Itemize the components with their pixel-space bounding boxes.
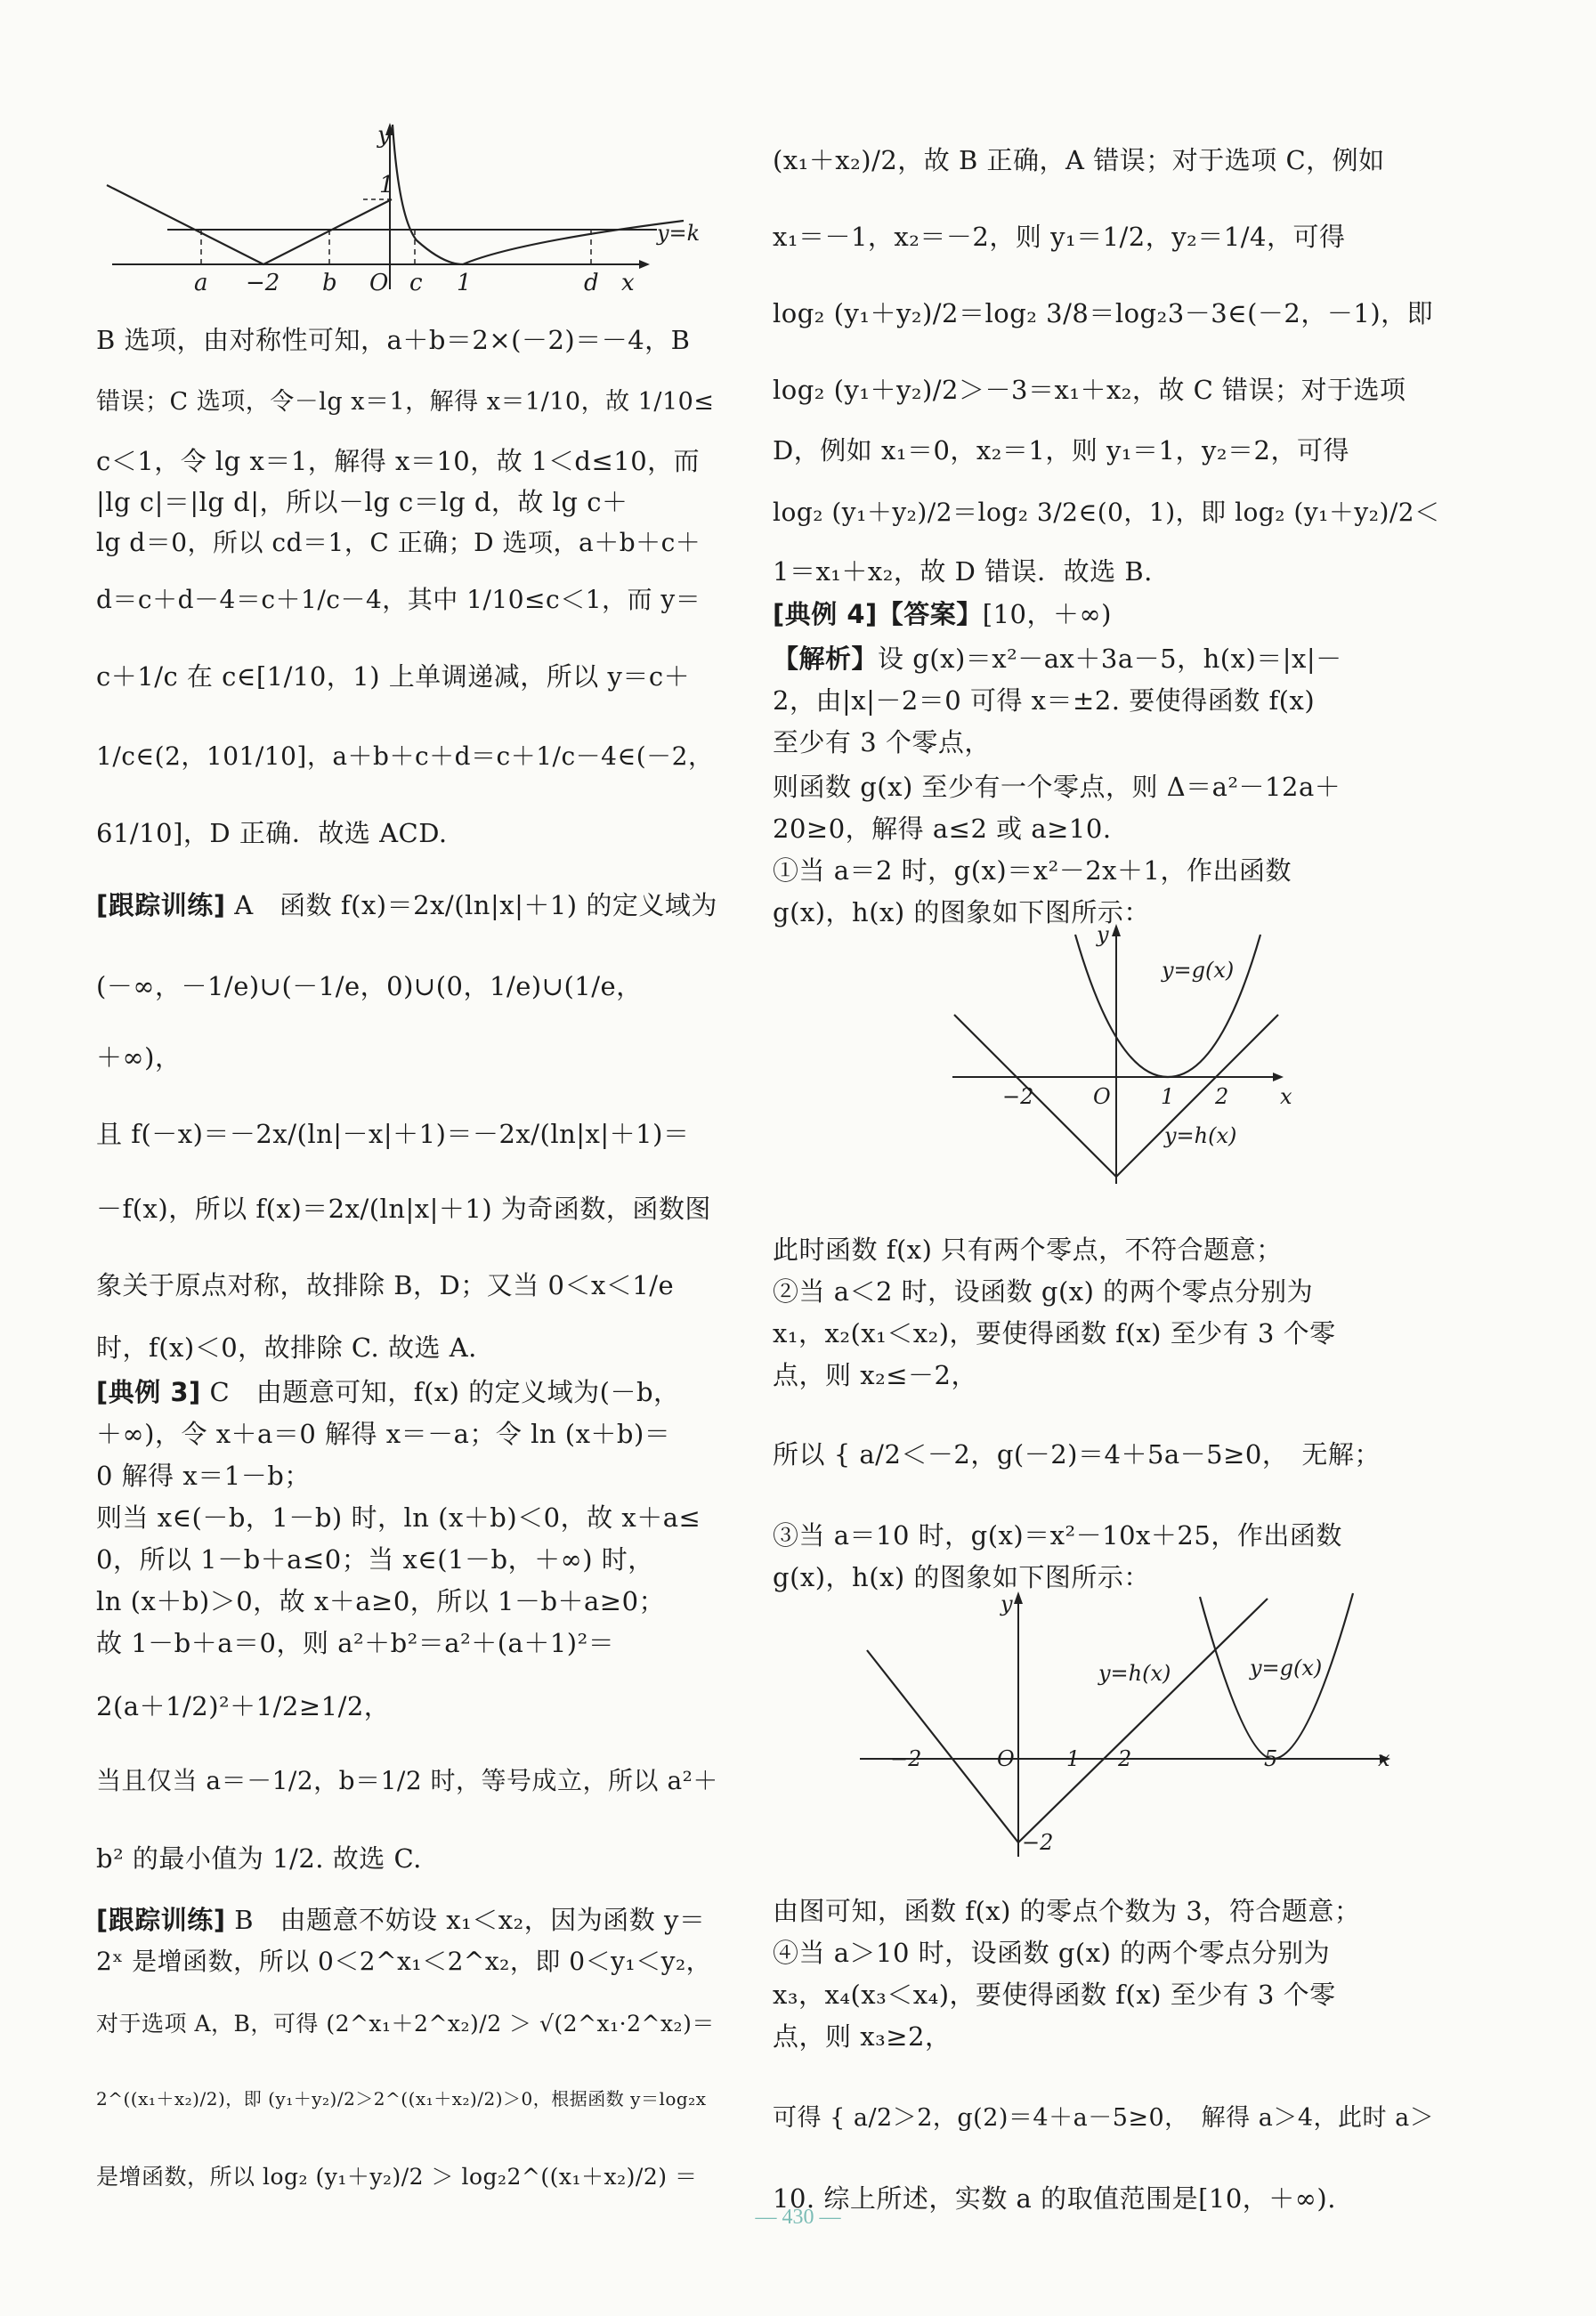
right-text-line: x₁＝－1，x₂＝－2，则 y₁＝1/2，y₂＝1/4，可得 [773, 222, 1346, 252]
left-text-line: 2(a＋1/2)²＋1/2≥1/2， [96, 1691, 391, 1721]
label-x: x [1280, 1084, 1292, 1109]
section-tag: 【解析】 [773, 644, 879, 674]
right-text-line: 由图可知，函数 f(x) 的零点个数为 3，符合题意； [773, 1896, 1361, 1926]
label-1: 1 [457, 270, 472, 294]
figure-lg-graph [96, 116, 710, 294]
label-y: y [377, 122, 391, 149]
label-x: x [621, 270, 635, 294]
label-2: 2 [1215, 1084, 1229, 1109]
right-text-line: x₁，x₂(x₁＜x₂)，要使得函数 f(x) 至少有 3 个零 [773, 1318, 1336, 1348]
left-text-line: 时，f(x)＜0，故排除 C. 故选 A. [96, 1332, 477, 1363]
label-c: c [409, 270, 423, 294]
right-text-line: 至少有 3 个零点， [773, 727, 991, 757]
label-g: y=g(x) [1162, 958, 1235, 983]
label-minus2: −2 [890, 1746, 922, 1771]
right-text-line: 10. 综上所述，实数 a 的取值范围是[10，＋∞). [773, 2183, 1336, 2214]
left-text-line: 象关于原点对称，故排除 B，D；又当 0＜x＜1/e [96, 1270, 675, 1300]
right-text-line: 20≥0，解得 a≤2 或 a≥10. [773, 814, 1112, 844]
section-tag: [典例 4]【答案】 [773, 599, 983, 629]
label-2: 2 [1118, 1746, 1132, 1771]
x-axis-arrow [1273, 1073, 1284, 1081]
right-text-line: ②当 a＜2 时，设函数 g(x) 的两个零点分别为 [773, 1276, 1314, 1307]
figure-a-eq-2 [944, 917, 1317, 1211]
figure-a-eq-10 [853, 1581, 1414, 1875]
right-text-line: ③当 a＝10 时，g(x)＝x²－10x＋25，作出函数 [773, 1520, 1342, 1551]
left-text-line: 对于选项 A，B，可得 (2^x₁＋2^x₂)/2 ＞ √(2^x₁·2^x₂)＝ [96, 2011, 715, 2037]
right-text-line: g(x)，h(x) 的图象如下图所示： [773, 897, 1150, 927]
label-origin: O [997, 1746, 1015, 1771]
left-text-line: lg d＝0，所以 cd＝1，C 正确；D 选项，a＋b＋c＋ [96, 528, 701, 557]
left-text-line: 当且仅当 a＝－1/2，b＝1/2 时，等号成立，所以 a²＋ [96, 1766, 718, 1795]
left-text-line: ＋∞)， [96, 1042, 182, 1073]
label-a: a [194, 270, 208, 294]
label-minus2: −2 [246, 270, 280, 294]
left-text-line: 2^((x₁＋x₂)/2)，即 (y₁＋y₂)/2＞2^((x₁＋x₂)/2)＞0，根据函数 y＝log₂x [96, 2088, 707, 2110]
right-text-line: 【解析】设 g(x)＝x²－ax＋3a－5，h(x)＝|x|－ [773, 644, 1342, 674]
x-axis-arrow [639, 260, 650, 269]
label-h: y=h(x) [1164, 1123, 1237, 1148]
left-text-line: 是增函数，所以 log₂ (y₁＋y₂)/2 ＞ log₂2^((x₁＋x₂)/2) ＝ [96, 2164, 698, 2190]
label-origin: O [369, 270, 389, 294]
curve-left [107, 185, 392, 264]
right-text-line: 可得 { a/2＞2，g(2)＝4＋a－5≥0， 解得 a＞4，此时 a＞ [773, 2104, 1435, 2132]
right-text-line: 点，则 x₂≤－2， [773, 1360, 977, 1390]
right-text-line: log₂ (y₁＋y₂)/2＝log₂ 3/2∈(0，1)，即 log₂ (y₁＋y₂)/2＜ [773, 498, 1440, 527]
left-text-line: d＝c＋d－4＝c＋1/c－4，其中 1/10≤c＜1，而 y＝ [96, 585, 701, 614]
right-text-line: 此时函数 f(x) 只有两个零点，不符合题意； [773, 1235, 1283, 1265]
right-text-line: log₂ (y₁＋y₂)/2＞－3＝x₁＋x₂，故 C 错误；对于选项 [773, 375, 1406, 405]
label-g: y=g(x) [1250, 1656, 1323, 1680]
label-origin: O [1093, 1084, 1111, 1109]
left-text-line: [跟踪训练] A 函数 f(x)＝2x/(ln|x|＋1) 的定义域为 [96, 890, 717, 920]
label-h: y=h(x) [1098, 1661, 1171, 1686]
right-text-line: log₂ (y₁＋y₂)/2＝log₂ 3/8＝log₂3－3∈(－2，－1)，即 [773, 298, 1434, 328]
left-text-line: |lg c|＝|lg d|，所以－lg c＝lg d，故 lg c＋ [96, 487, 628, 517]
label-1: 1 [1066, 1746, 1081, 1771]
right-text-line: 点，则 x₃≥2， [773, 2021, 952, 2052]
right-text-line: 则函数 g(x) 至少有一个零点，则 Δ＝a²－12a＋ [773, 772, 1341, 802]
left-text-line: ln (x＋b)＞0，故 x＋a≥0，所以 1－b＋a≥0； [96, 1586, 666, 1616]
label-one: 1 [379, 172, 394, 198]
right-text-line: D，例如 x₁＝0，x₂＝1，则 y₁＝1，y₂＝2，可得 [773, 435, 1349, 466]
left-text-line: B 选项，由对称性可知，a＋b＝2×(－2)＝－4，B [96, 325, 691, 355]
left-text-line: 故 1－b＋a＝0，则 a²＋b²＝a²＋(a＋1)²＝ [96, 1628, 615, 1658]
label-b: b [322, 270, 337, 294]
left-text-line: －f(x)，所以 f(x)＝2x/(ln|x|＋1) 为奇函数，函数图 [96, 1194, 711, 1224]
right-text-line: [典例 4]【答案】[10，＋∞) [773, 599, 1112, 629]
left-text-line: 2ˣ 是增函数，所以 0＜2^x₁＜2^x₂，即 0＜y₁＜y₂， [96, 1947, 712, 1976]
label-minus2: −2 [1002, 1084, 1034, 1109]
label-d: d [584, 270, 599, 294]
left-text-line: c＋1/c 在 c∈[1/10，1) 上单调递减，所以 y＝c＋ [96, 661, 691, 692]
label-y-eq-k: y=k [657, 221, 701, 246]
left-text-line: [典例 3] C 由题意可知，f(x) 的定义域为(－b， [96, 1377, 680, 1407]
right-text-line: (x₁＋x₂)/2，故 B 正确，A 错误；对于选项 C，例如 [773, 145, 1385, 175]
section-tag: [跟踪训练] [96, 1905, 226, 1935]
label-x: x [1378, 1746, 1390, 1771]
right-text-line: g(x)，h(x) 的图象如下图所示： [773, 1562, 1150, 1592]
right-text-line: ④当 a＞10 时，设函数 g(x) 的两个零点分别为 [773, 1938, 1331, 1968]
label-y: y [1097, 922, 1109, 947]
right-text-line: x₃，x₄(x₃＜x₄)，要使得函数 f(x) 至少有 3 个零 [773, 1980, 1336, 2010]
left-text-line: [跟踪训练] B 由题意不妨设 x₁＜x₂，因为函数 y＝ [96, 1905, 706, 1935]
label-1: 1 [1161, 1084, 1175, 1109]
left-text-line: (－∞，－1/e)∪(－1/e，0)∪(0，1/e)∪(1/e， [96, 971, 643, 1001]
left-text-line: 错误；C 选项，令－lg x＝1，解得 x＝1/10，故 1/10≤ [96, 388, 715, 416]
section-tag: [典例 3] [96, 1377, 201, 1407]
left-text-line: 0 解得 x＝1－b； [96, 1461, 311, 1491]
left-text-line: 1/c∈(2，101/10]，a＋b＋c＋d＝c＋1/c－4∈(－2， [96, 741, 714, 771]
label-y: y [1001, 1591, 1013, 1616]
right-text-line: 所以 { a/2＜－2，g(－2)＝4＋5a－5≥0， 无解； [773, 1439, 1381, 1470]
right-text-line: ①当 a＝2 时，g(x)＝x²－2x＋1，作出函数 [773, 855, 1292, 886]
right-text-line: 1＝x₁＋x₂，故 D 错误．故选 B. [773, 556, 1153, 587]
left-text-line: 则当 x∈(－b，1－b) 时，ln (x＋b)＜0，故 x＋a≤ [96, 1502, 701, 1533]
right-text-line: 2，由|x|－2＝0 可得 x＝±2. 要使得函数 f(x) [773, 685, 1316, 716]
curve-g [1075, 935, 1260, 1077]
label-minus2-y: −2 [1022, 1830, 1054, 1855]
section-tag: [跟踪训练] [96, 890, 226, 920]
label-5: 5 [1264, 1746, 1278, 1771]
left-text-line: b² 的最小值为 1/2. 故选 C. [96, 1843, 422, 1874]
curve-h [867, 1599, 1268, 1842]
left-text-line: 61/10]，D 正确．故选 ACD. [96, 818, 448, 848]
left-text-line: 0，所以 1－b＋a≤0；当 x∈(1－b，＋∞) 时， [96, 1544, 654, 1575]
left-text-line: 且 f(－x)＝－2x/(ln|－x|＋1)＝－2x/(ln|x|＋1)＝ [96, 1119, 690, 1149]
left-text-line: ＋∞)，令 x＋a＝0 解得 x＝－a；令 ln (x＋b)＝ [96, 1419, 671, 1449]
curve-log-right [393, 125, 684, 264]
left-text-line: c＜1，令 lg x＝1，解得 x＝10，故 1＜d≤10，而 [96, 446, 701, 476]
page-number: — 430 — [755, 2206, 841, 2229]
